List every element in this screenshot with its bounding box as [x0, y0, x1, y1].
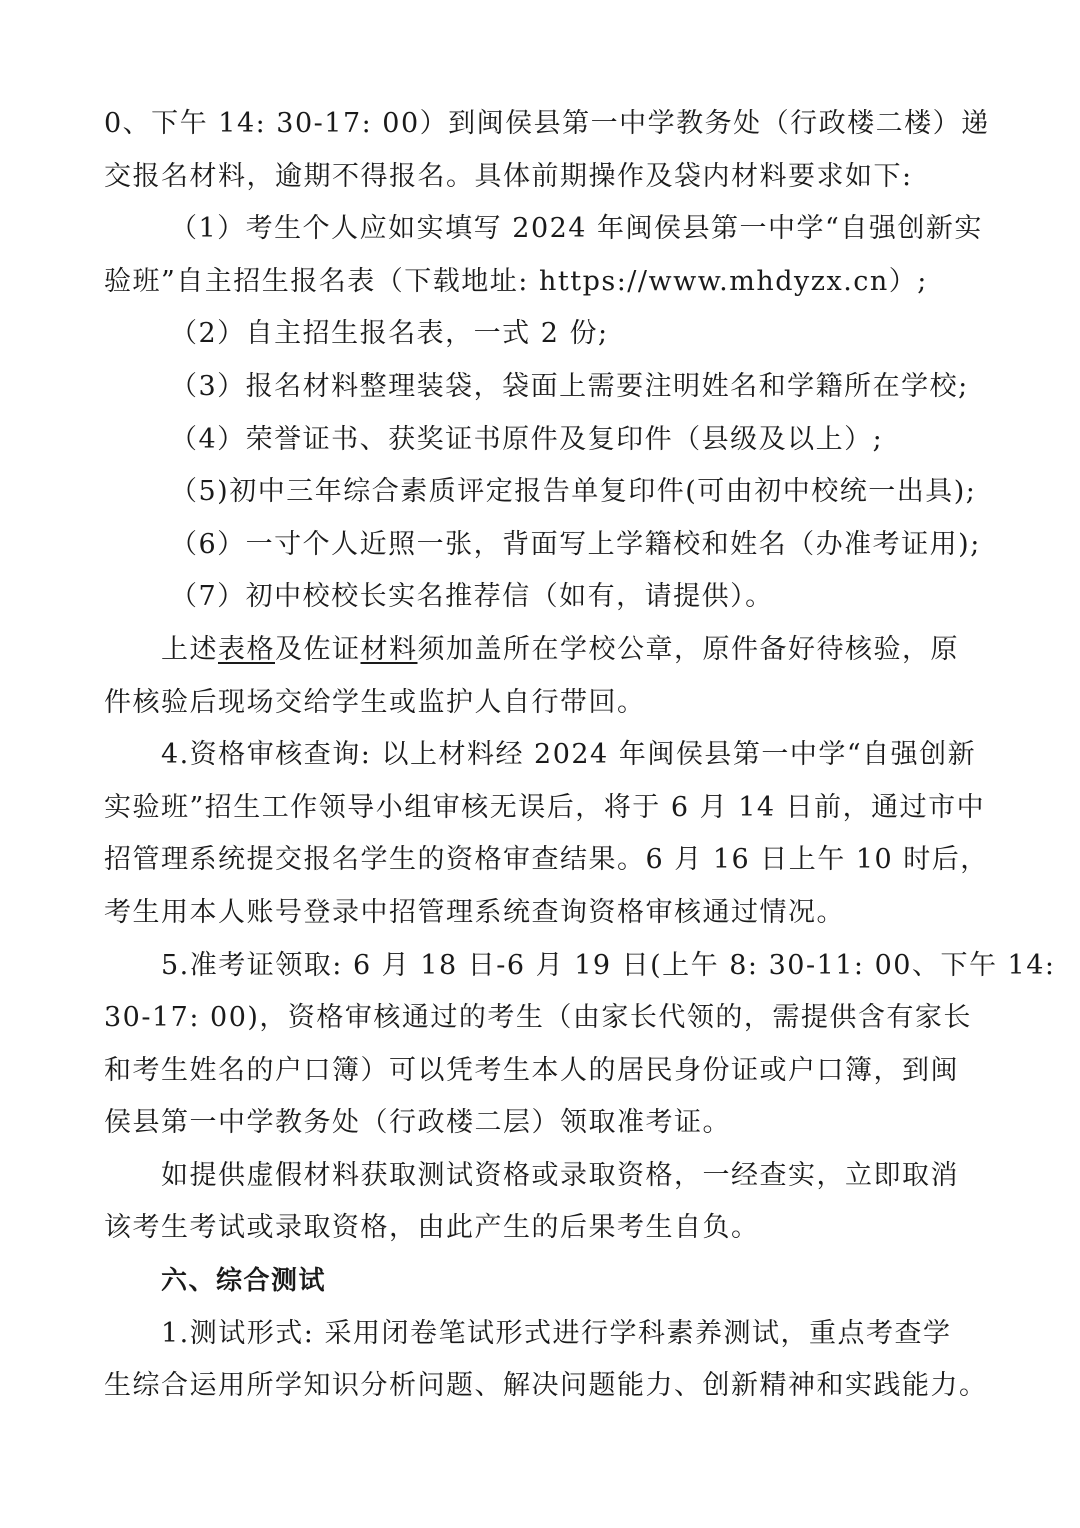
text-line: （1）考生个人应如实填写 2024 年闽侯县第一中学“自强创新实	[170, 213, 983, 245]
text-segment: 上述	[161, 633, 218, 665]
document-body	[104, 98, 1056, 1413]
text-line: 0、下午 14: 30-17: 00）到闽侯县第一中学教务处（行政楼二楼）递	[104, 108, 990, 139]
list-item-7: （7）初中校校长实名推荐信（如有，请提供）。	[170, 581, 774, 613]
text-line: 侯县第一中学教务处（行政楼二层）领取准考证。	[104, 1107, 731, 1139]
list-item-4: （4）荣誉证书、获奖证书原件及复印件（县级及以上）;	[170, 423, 884, 455]
test-form-paragraph	[104, 1308, 988, 1413]
text-line: 和考生姓名的户口簿）可以凭考生本人的居民身份证或户口簿，到闽	[104, 1054, 959, 1086]
text-line: 交报名材料，逾期不得报名。具体前期操作及袋内材料要求如下:	[104, 160, 913, 192]
text-line: 30-17: 00)，资格审核通过的考生（由家长代领的，需提供含有家长	[104, 1002, 972, 1034]
list-item-3: （3）报名材料整理装袋，袋面上需要注明姓名和学籍所在学校;	[170, 370, 969, 402]
text-line: 1.测试形式: 采用闭卷笔试形式进行学科素养测试，重点考查学	[161, 1317, 952, 1349]
underlined-text: 材料	[360, 633, 418, 665]
list-item-5: （5)初中三年综合素质评定报告单复印件(可由初中校统一出具);	[170, 476, 977, 508]
seal-paragraph	[104, 624, 980, 729]
section-5-paragraph	[104, 940, 1056, 1150]
false-material-paragraph	[104, 1150, 980, 1255]
text-line: 件核验后现场交给学生或监护人自行带回。	[104, 686, 646, 718]
text-line: 5.准考证领取: 6 月 18 日-6 月 19 日(上午 8: 30-11: 00、下午 14:	[161, 949, 1056, 981]
text-line: 实验班”招生工作领导小组审核无误后，将于 6 月 14 日前，通过市中	[104, 791, 986, 823]
text-line: 生综合运用所学知识分析问题、解决问题能力、创新精神和实践能力。	[104, 1370, 988, 1402]
text-line: 该考生考试或录取资格，由此产生的后果考生自负。	[104, 1212, 760, 1244]
text-line	[104, 624, 980, 677]
list-item-6: （6）一寸个人近照一张，背面写上学籍校和姓名（办准考证用);	[170, 528, 981, 560]
text-line: 验班”自主招生报名表（下载地址: https://www.mhdyzx.cn）;	[104, 265, 928, 297]
text-line: 4.资格审核查询: 以上材料经 2024 年闽侯县第一中学“自强创新	[161, 739, 977, 771]
list-item-1	[104, 203, 983, 308]
text-line: 考生用本人账号登录中招管理系统查询资格审核通过情况。	[104, 896, 845, 928]
section-heading: 六、综合测试	[161, 1266, 327, 1297]
intro-paragraph	[104, 98, 990, 203]
list-item-2: （2）自主招生报名表，一式 2 份;	[170, 318, 609, 350]
text-segment: 须加盖所在学校公章，原件备好待核验，原	[417, 633, 959, 665]
text-line: 如提供虚假材料获取测试资格或录取资格，一经查实，立即取消	[161, 1159, 959, 1191]
text-line: 招管理系统提交报名学生的资格审查结果。6 月 16 日上午 10 时后，	[104, 844, 989, 876]
section-4-paragraph	[104, 729, 989, 939]
text-segment: 及佐证	[275, 633, 361, 665]
underlined-text: 表格	[218, 633, 275, 665]
